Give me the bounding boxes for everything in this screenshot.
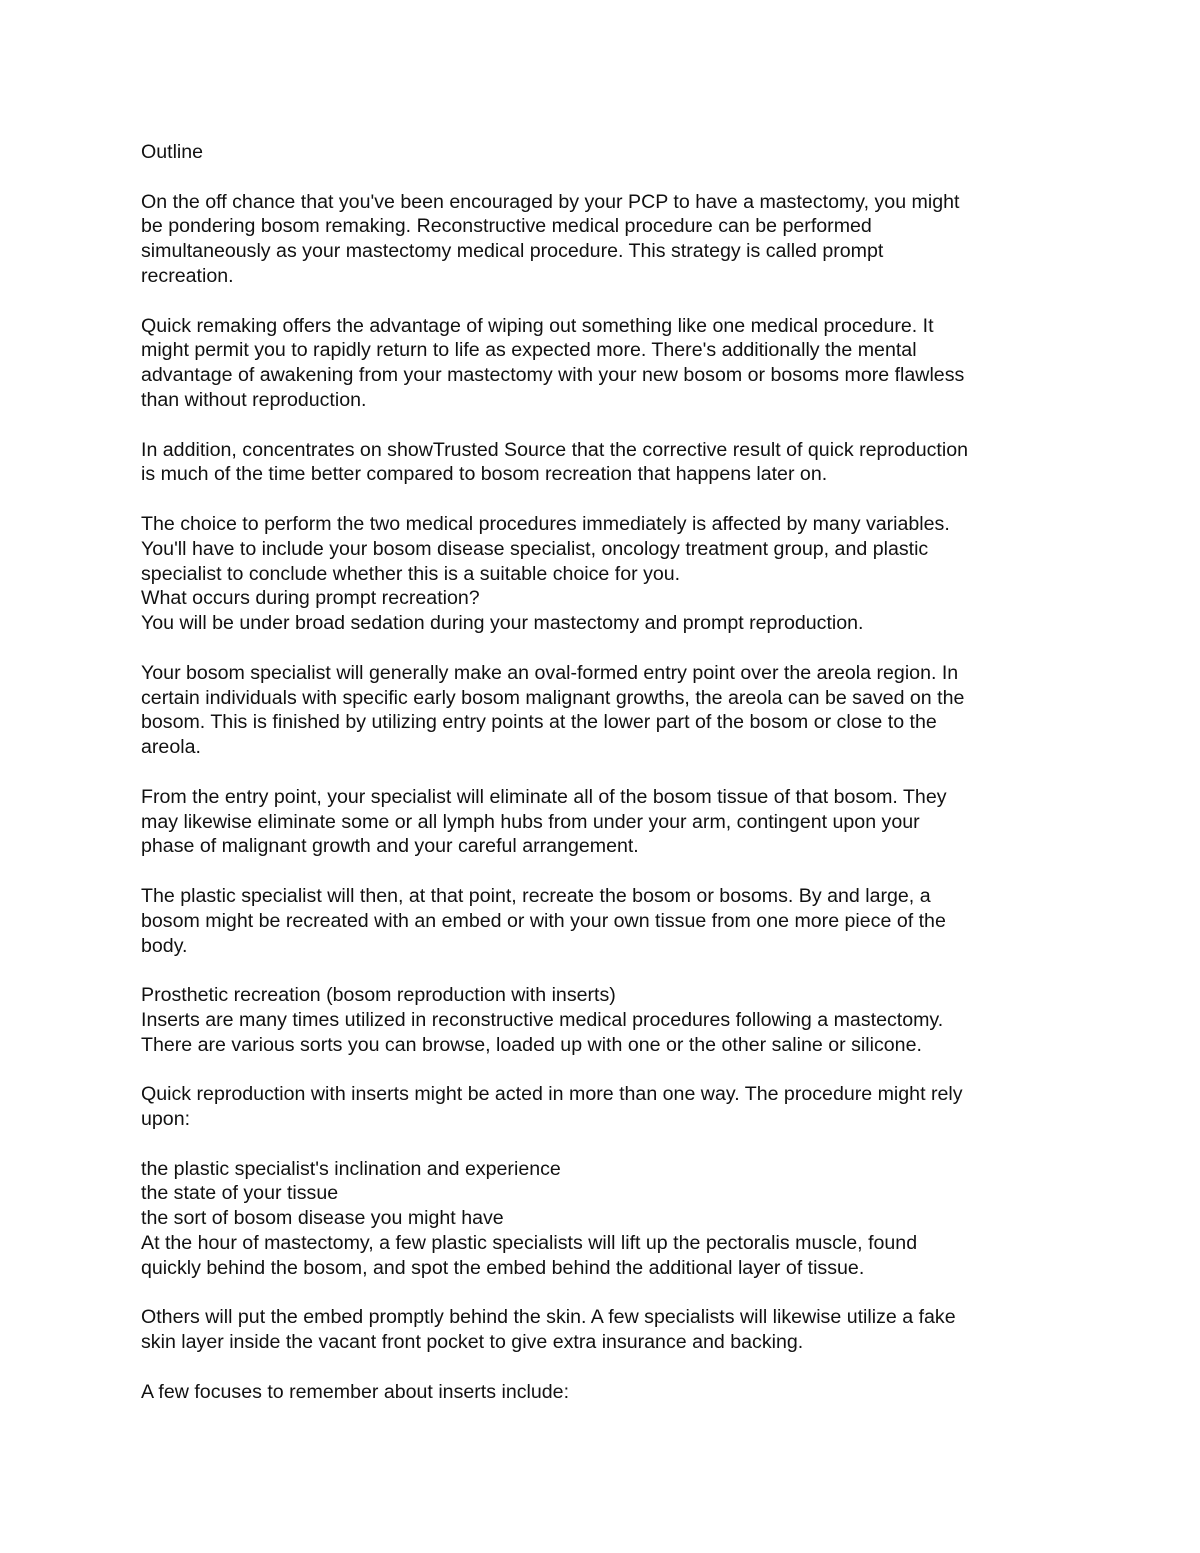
text-line: Prosthetic recreation (bosom reproduction with inserts) <box>141 984 616 1007</box>
text-line: At the hour of mastectomy, a few plastic specialists will lift up the pectoralis muscle, found <box>141 1232 918 1255</box>
text-line: From the entry point, your specialist will eliminate all of the bosom tissue of that bosom. They <box>141 785 947 808</box>
blank-line <box>141 760 1071 785</box>
text-line: bosom. This is finished by utilizing entry points at the lower part of the bosom or close to the <box>141 711 937 734</box>
text-line: In addition, concentrates on showTrusted Source that the corrective result of quick reproduction <box>141 438 969 461</box>
text-line: recreation. <box>141 264 234 287</box>
document-page <box>141 140 1071 1405</box>
text-line: the sort of bosom disease you might have <box>141 1207 504 1230</box>
text-line: Others will put the embed promptly behind the skin. A few specialists will likewise utilize a fake <box>141 1306 956 1329</box>
text-line: phase of malignant growth and your careful arrangement. <box>141 835 639 858</box>
text-line: may likewise eliminate some or all lymph hubs from under your arm, contingent upon your <box>141 810 920 833</box>
blank-line <box>141 1132 1071 1157</box>
text-line: bosom might be recreated with an embed or with your own tissue from one more piece of the <box>141 909 946 932</box>
blank-line <box>141 636 1071 661</box>
text-line: than without reproduction. <box>141 388 367 411</box>
blank-line <box>141 958 1071 983</box>
blank-line <box>141 1057 1071 1082</box>
text-line: specialist to conclude whether this is a suitable choice for you. <box>141 562 681 585</box>
text-line: On the off chance that you've been encouraged by your PCP to have a mastectomy, you might <box>141 190 960 213</box>
text-line: the plastic specialist's inclination and experience <box>141 1157 561 1180</box>
blank-line <box>141 413 1071 438</box>
text-line: skin layer inside the vacant front pocket to give extra insurance and backing. <box>141 1331 804 1354</box>
text-line: upon: <box>141 1108 191 1131</box>
text-line: might permit you to rapidly return to life as expected more. There's additionally the mental <box>141 339 917 362</box>
text-line: body. <box>141 934 188 957</box>
text-line: Quick reproduction with inserts might be acted in more than one way. The procedure might rely <box>141 1083 963 1106</box>
text-line: Your bosom specialist will generally make an oval-formed entry point over the areola region. In <box>141 661 959 684</box>
text-line: Inserts are many times utilized in reconstructive medical procedures following a mastectomy. <box>141 1008 944 1031</box>
text-line: The plastic specialist will then, at that point, recreate the bosom or bosoms. By and large, a <box>141 884 931 907</box>
text-line: certain individuals with specific early bosom malignant growths, the areola can be saved on the <box>141 686 965 709</box>
text-line: You will be under broad sedation during your mastectomy and prompt reproduction. <box>141 612 864 635</box>
text-line: simultaneously as your mastectomy medical procedure. This strategy is called prompt <box>141 240 884 263</box>
blank-line <box>141 1281 1071 1306</box>
blank-line <box>141 487 1071 512</box>
text-line: advantage of awakening from your mastectomy with your new bosom or bosoms more flawless <box>141 364 965 387</box>
text-line: There are various sorts you can browse, loaded up with one or the other saline or silicone. <box>141 1033 922 1056</box>
text-line: Quick remaking offers the advantage of wiping out something like one medical procedure. It <box>141 314 934 337</box>
blank-line <box>141 859 1071 884</box>
text-line: the state of your tissue <box>141 1182 339 1205</box>
text-line: quickly behind the bosom, and spot the embed behind the additional layer of tissue. <box>141 1256 865 1279</box>
text-line: You'll have to include your bosom disease specialist, oncology treatment group, and plastic <box>141 537 929 560</box>
text-line: What occurs during prompt recreation? <box>141 587 480 610</box>
text-line: The choice to perform the two medical procedures immediately is affected by many variables. <box>141 512 950 535</box>
text-line: is much of the time better compared to bosom recreation that happens later on. <box>141 463 828 486</box>
text-line: areola. <box>141 736 201 759</box>
document-title: Outline <box>141 141 204 163</box>
blank-line <box>141 165 1071 190</box>
text-line: A few focuses to remember about inserts include: <box>141 1380 570 1403</box>
text-line: be pondering bosom remaking. Reconstructive medical procedure can be performed <box>141 215 872 238</box>
blank-line <box>141 1355 1071 1380</box>
blank-line <box>141 289 1071 314</box>
